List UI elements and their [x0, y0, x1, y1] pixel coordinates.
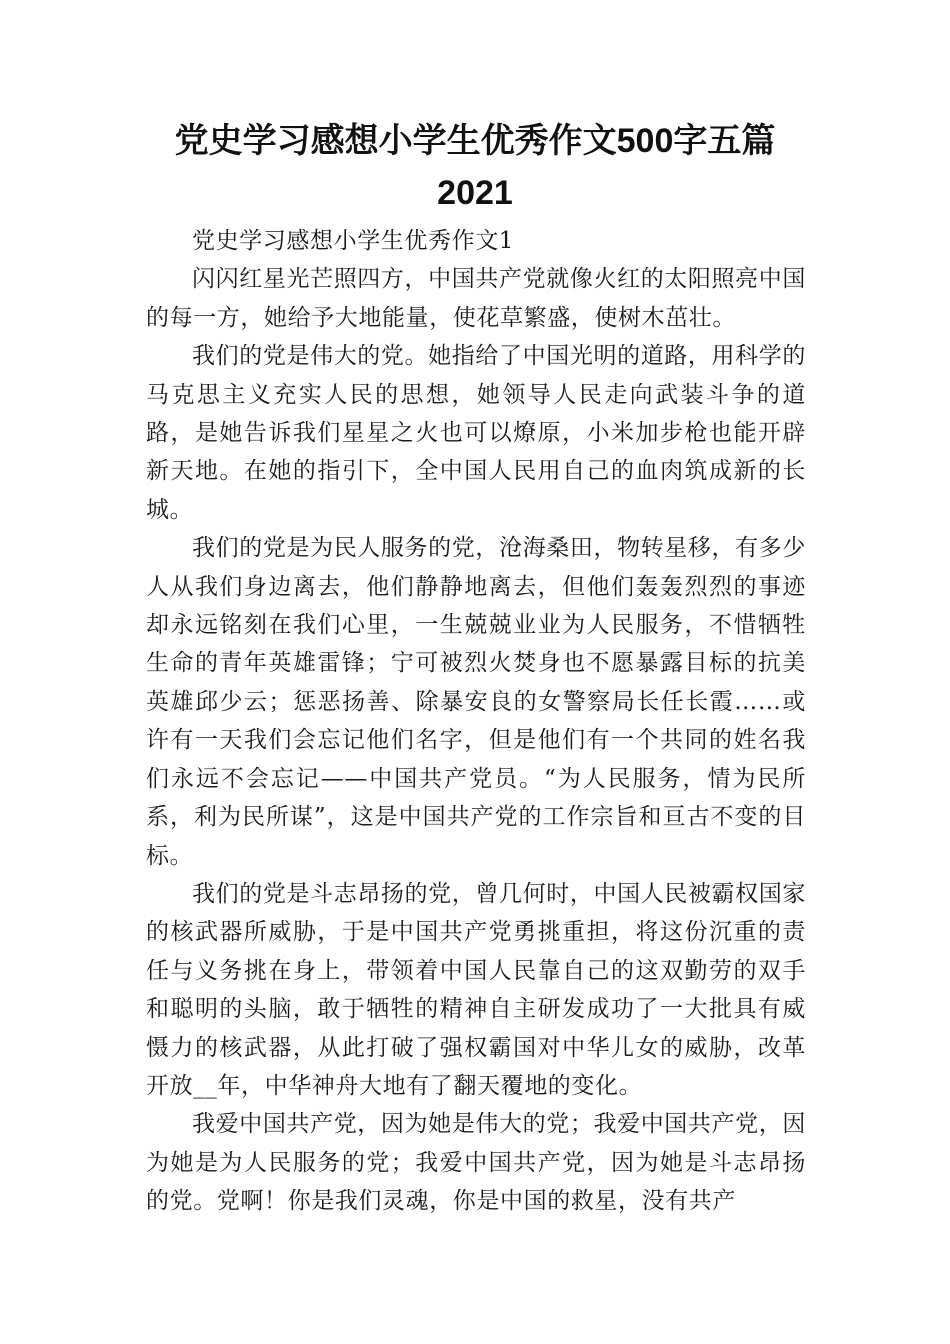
document-title-line2: 2021: [437, 174, 513, 212]
paragraph-2: 我们的党是伟大的党。她指给了中国光明的道路，用科学的马克思主义充实人民的思想，她领导人民走向武装斗争的道路，是她告诉我们星星之火也可以燎原，小米加步枪也能开辟新天地。在她的指引下，全中国人民用自己的血肉筑成新的长城。: [146, 343, 806, 523]
section-subtitle: 党史学习感想小学生优秀作文1: [192, 228, 515, 254]
document-title-line1: 党史学习感想小学生优秀作文500字五篇: [174, 122, 776, 160]
paragraph-3: 我们的党是为民人服务的党，沧海桑田，物转星移，有多少人从我们身边离去，他们静静地离去，但他们轰轰烈烈的事迹却永远铭刻在我们心里，一生兢兢业业为人民服务，不惜牺牲生命的青年英雄雷锋；宁可被烈火焚身也不愿暴露目标的抗美英雄邱少云；惩恶扬善、除暴安良的女警察局长任长霞……或许有一天我们会忘记他们名字，但是他们有一个共同的姓名我们永远不会忘记——中国共产党员。“为人民服务，情为民所系，利为民所谋”，这是中国共产党的工作宗旨和亘古不变的目标。: [146, 535, 806, 869]
document-body: [146, 222, 806, 1221]
paragraph-5: 我爱中国共产党，因为她是伟大的党；我爱中国共产党，因为她是为人民服务的党；我爱中国共产党，因为她是斗志昂扬的党。党啊！你是我们灵魂，你是中国的救星，没有共产: [146, 1111, 806, 1215]
paragraph-1: 闪闪红星光芒照四方，中国共产党就像火红的太阳照亮中国的每一方，她给予大地能量，使花草繁盛，使树木茁壮。: [146, 266, 806, 331]
paragraph-4: 我们的党是斗志昂扬的党，曾几何时，中国人民被霸权国家的核武器所威胁，于是中国共产党勇挑重担，将这份沉重的责任与义务挑在身上，带领着中国人民靠自己的这双勤劳的双手和聪明的头脑，敢于牺牲的精神自主研发成功了一大批具有威慑力的核武器，从此打破了强权霸国对中华儿女的威胁，改革开放__年，中华神舟大地有了翻天覆地的变化。: [146, 880, 806, 1099]
